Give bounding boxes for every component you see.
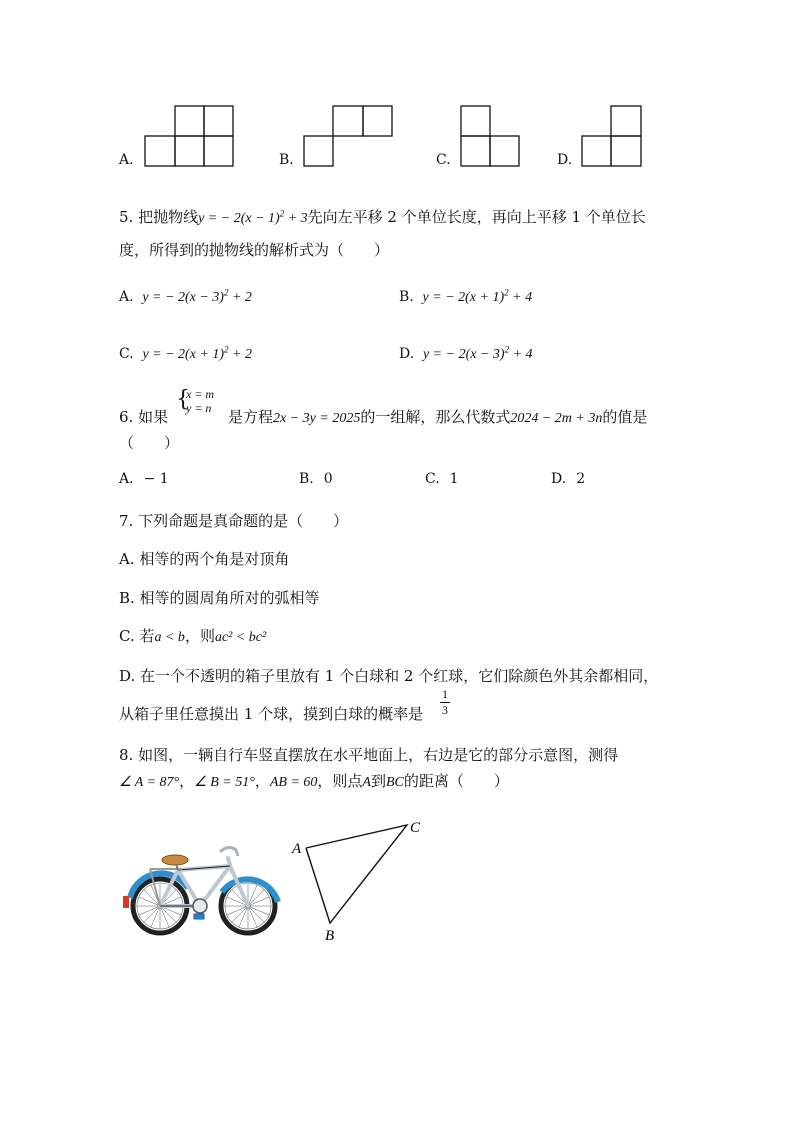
triangle-diagram [290,815,425,945]
q7-option-d-line-1: D. 在一个不透明的箱子里放有 1 个白球和 2 个红球，它们除颜色外其余都相同， [119,667,659,685]
q6-prefix: 6. 如果 [119,408,169,426]
triangle-abc [306,825,407,923]
q4-option-a-letter: A. [119,152,134,168]
q8-angle-a: ∠ A = 87° [119,775,180,790]
q8-angle-b: ∠ B = 51° [194,775,255,790]
q4-option-d-letter: D. [557,152,573,168]
q4-option-b-letter: B. [279,152,294,168]
q7-fraction-numerator: 1 [442,687,448,701]
q8-line-2: ∠ A = 87°，∠ B = 51°，AB = 60，则点A到BC的距离（ ） [119,772,509,790]
q7-option-c: C. 若a < b，则ac² < bc² [119,627,267,645]
bike-seat [162,855,188,865]
q8-ab: AB = 60 [269,775,318,790]
q5-line-2: 度，所得到的抛物线的解析式为（ ） [119,241,390,259]
q6-expression: 2024 − 2m + 3n [510,411,603,426]
q4-option-c-figure [460,105,522,167]
q7-fraction-denominator: 3 [442,703,448,717]
q5-option-c: C. y = − $2(x + 1)^2 + 2$ [119,344,252,362]
q6-option-a: A. − 1 [119,471,169,487]
vertex-c-label: C [410,820,421,836]
q6-line-1-rest: 是方程2x − 3y = 2025的一组解，那么代数式2024 − 2m + 3n的值是 [228,408,648,426]
q6-system-top: x = m [186,387,215,401]
bicycle-illustration [120,836,282,940]
q6-option-d: D. 2 [551,471,586,487]
rear-reflector [123,896,129,908]
q7-option-d-line-2: 从箱子里任意摸出 1 个球，摸到白球的概率是 [119,705,424,723]
q7-stem: 7. 下列命题是真命题的是（ ） [119,512,349,530]
q5-line-1 [119,206,646,227]
q7-option-a: A. 相等的两个角是对顶角 [119,550,290,568]
q5-suffix: 先向左平移 2 个单位长度，再向上平移 1 个单位长 [307,208,646,226]
vertex-b-label: B [325,928,335,944]
q4-option-b-figure [303,105,395,167]
handlebar [220,847,238,856]
q5-prefix: 5. 把抛物线 [119,208,199,226]
pedal [194,914,204,919]
q7-option-b: B. 相等的圆周角所对的弧相等 [119,589,320,607]
q5-expression: y = − $2(x - 1)^2 + 3$ [198,208,308,226]
q6-option-b: B. 0 [299,471,333,487]
chain-ring [193,899,207,913]
q6-system: { x = m y = n [176,387,215,415]
q8-line-1: 8. 如图，一辆自行车竖直摆放在水平地面上，右边是它的部分示意图，测得 [119,746,619,764]
q5-option-d: D. y = − $2(x - 3)^2 + 4$ [399,344,533,362]
q4-option-a-figure [144,105,236,167]
q7-fraction [440,688,450,717]
q5-option-a: A. y = − $2(x - 3)^2 + 2$ [119,287,252,305]
q6-system-bottom: y = n [186,401,212,415]
q6-equation: 2x − 3y = 2025 [273,411,361,426]
q4-option-d-figure [581,105,643,167]
q6-line-2: （ ） [119,434,180,452]
q4-option-c-letter: C. [436,152,451,168]
q6-option-c: C. 1 [425,471,459,487]
q5-option-b: B. y = − $2(x + 1)^2 + 4$ [399,287,533,305]
vertex-a-label: A [292,841,302,857]
